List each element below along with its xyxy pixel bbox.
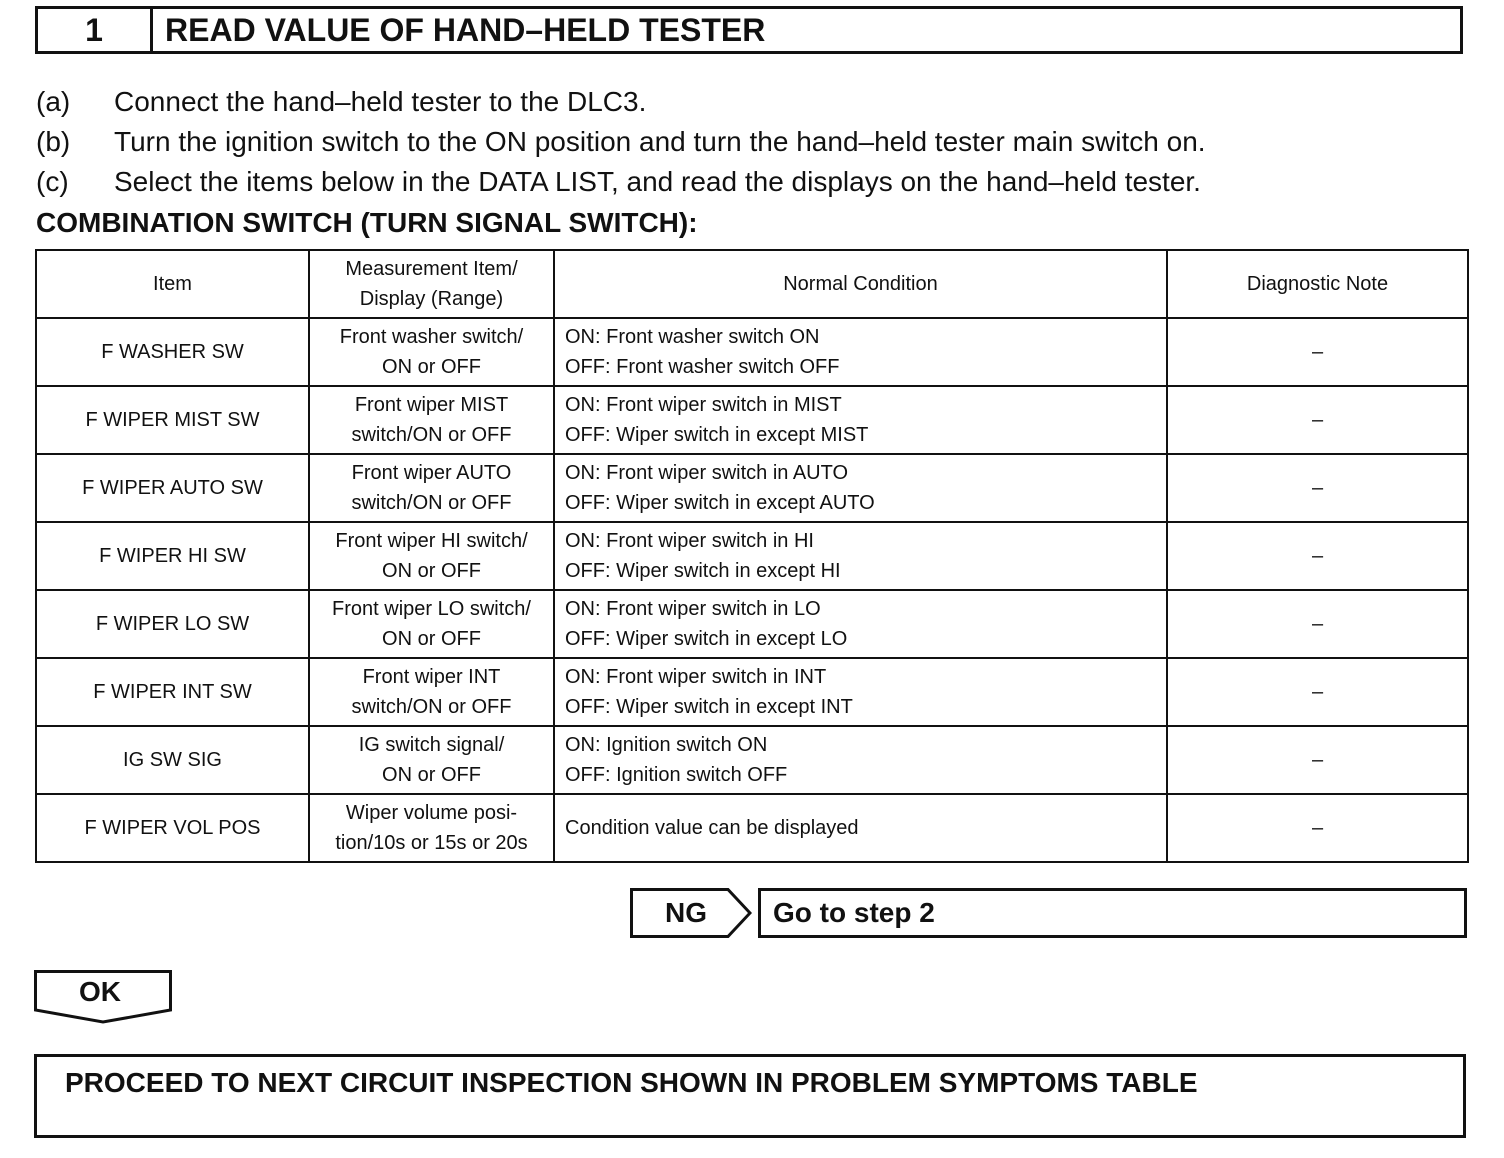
instruction-text: Connect the hand–held tester to the DLC3. — [114, 86, 647, 117]
cell-measurement-line2: switch/ON or OFF — [351, 424, 512, 446]
cell-note: – — [1167, 386, 1468, 454]
instruction-a — [36, 82, 646, 122]
proceed-box: PROCEED TO NEXT CIRCUIT INSPECTION SHOWN IN PROBLEM SYMPTOMS TABLE — [34, 1054, 1466, 1138]
cell-measurement — [309, 522, 554, 590]
cell-measurement-line1: Front wiper AUTO — [351, 462, 512, 484]
cell-measurement — [309, 386, 554, 454]
section-subheading: COMBINATION SWITCH (TURN SIGNAL SWITCH): — [36, 207, 698, 238]
header-diagnostic-note: Diagnostic Note — [1167, 250, 1468, 318]
cell-item: F WIPER INT SW — [36, 658, 309, 726]
cell-condition-line1: ON: Front wiper switch in AUTO — [565, 462, 849, 484]
instruction-label: (c) — [36, 166, 69, 197]
cell-condition — [554, 726, 1167, 794]
cell-note: – — [1167, 318, 1468, 386]
cell-measurement-line2: ON or OFF — [382, 628, 481, 650]
cell-condition-line2: OFF: Wiper switch in except MIST — [565, 424, 869, 446]
cell-condition-line2: OFF: Wiper switch in except INT — [565, 696, 853, 718]
table-row — [36, 794, 1468, 862]
cell-measurement-line1: Front wiper MIST — [354, 394, 509, 416]
table-row — [36, 726, 1468, 794]
table-row — [36, 590, 1468, 658]
cell-measurement-line1: Front wiper INT — [362, 666, 501, 688]
cell-note: – — [1167, 726, 1468, 794]
instruction-c — [36, 162, 1201, 202]
cell-condition-line1: ON: Front wiper switch in HI — [565, 530, 814, 552]
cell-measurement-line1: Front wiper HI switch/ — [335, 530, 528, 552]
ng-label: NG — [665, 897, 707, 928]
cell-measurement-line2: tion/10s or 15s or 20s — [335, 832, 528, 854]
cell-note: – — [1167, 590, 1468, 658]
cell-measurement-line1: IG switch signal/ — [358, 734, 505, 756]
cell-item: F WIPER AUTO SW — [36, 454, 309, 522]
step-header — [35, 6, 1463, 54]
cell-measurement-line2: switch/ON or OFF — [351, 492, 512, 514]
cell-note: – — [1167, 454, 1468, 522]
cell-condition-line2: OFF: Wiper switch in except AUTO — [565, 492, 875, 514]
cell-condition — [554, 454, 1167, 522]
cell-measurement-line2: ON or OFF — [382, 356, 481, 378]
cell-note: – — [1167, 658, 1468, 726]
cell-condition-line1: ON: Front wiper switch in MIST — [565, 394, 842, 416]
cell-item: IG SW SIG — [36, 726, 309, 794]
header-measurement-line1: Measurement Item/ — [345, 258, 518, 280]
cell-measurement — [309, 726, 554, 794]
cell-measurement-line2: ON or OFF — [382, 764, 481, 786]
cell-note: – — [1167, 522, 1468, 590]
cell-condition-line2: OFF: Front washer switch OFF — [565, 356, 840, 378]
cell-measurement-line1: Front washer switch/ — [339, 326, 524, 348]
cell-condition — [554, 590, 1167, 658]
header-normal-condition: Normal Condition — [554, 250, 1167, 318]
cell-condition-line2: OFF: Wiper switch in except LO — [565, 628, 848, 650]
cell-note: – — [1167, 794, 1468, 862]
cell-condition-line1: Condition value can be displayed — [565, 817, 859, 839]
cell-measurement-line1: Front wiper LO switch/ — [332, 598, 531, 620]
cell-item: F WIPER HI SW — [36, 522, 309, 590]
cell-measurement-line2: switch/ON or OFF — [351, 696, 512, 718]
cell-condition-line1: ON: Front wiper switch in INT — [565, 666, 827, 688]
cell-measurement — [309, 454, 554, 522]
step-number: 1 — [38, 9, 153, 51]
cell-measurement — [309, 318, 554, 386]
instruction-b — [36, 122, 1206, 162]
cell-condition-line1: ON: Front washer switch ON — [565, 326, 820, 348]
go-to-step-box: Go to step 2 — [758, 888, 1467, 938]
cell-item: F WIPER LO SW — [36, 590, 309, 658]
cell-condition-line2: OFF: Wiper switch in except HI — [565, 560, 841, 582]
cell-item: F WASHER SW — [36, 318, 309, 386]
cell-condition-line1: ON: Front wiper switch in LO — [565, 598, 821, 620]
ok-label: OK — [79, 976, 121, 1007]
instruction-text: Turn the ignition switch to the ON position and turn the hand–held tester main switch on. — [114, 126, 1206, 157]
instruction-text: Select the items below in the DATA LIST, and read the displays on the hand–held tester. — [114, 166, 1201, 197]
table-row — [36, 522, 1468, 590]
header-measurement-line2: Display (Range) — [359, 288, 504, 310]
cell-condition — [554, 658, 1167, 726]
table-header-row — [36, 250, 1468, 318]
cell-measurement-line1: Wiper volume posi- — [345, 802, 518, 824]
instruction-label: (a) — [36, 86, 71, 117]
cell-condition — [554, 386, 1167, 454]
cell-item: F WIPER VOL POS — [36, 794, 309, 862]
cell-condition — [554, 318, 1167, 386]
cell-condition-line1: ON: Ignition switch ON — [565, 734, 768, 756]
cell-condition-line2: OFF: Ignition switch OFF — [565, 764, 788, 786]
table-row — [36, 386, 1468, 454]
cell-item: F WIPER MIST SW — [36, 386, 309, 454]
instruction-label: (b) — [36, 126, 71, 157]
cell-condition — [554, 522, 1167, 590]
table-row — [36, 658, 1468, 726]
cell-measurement — [309, 590, 554, 658]
cell-condition — [554, 794, 1167, 862]
cell-measurement — [309, 658, 554, 726]
table-row — [36, 318, 1468, 386]
cell-measurement — [309, 794, 554, 862]
step-title: READ VALUE OF HAND–HELD TESTER — [165, 11, 766, 48]
header-item: Item — [36, 250, 309, 318]
table-row — [36, 454, 1468, 522]
header-measurement — [309, 250, 554, 318]
cell-measurement-line2: ON or OFF — [382, 560, 481, 582]
data-list-table — [35, 249, 1469, 863]
